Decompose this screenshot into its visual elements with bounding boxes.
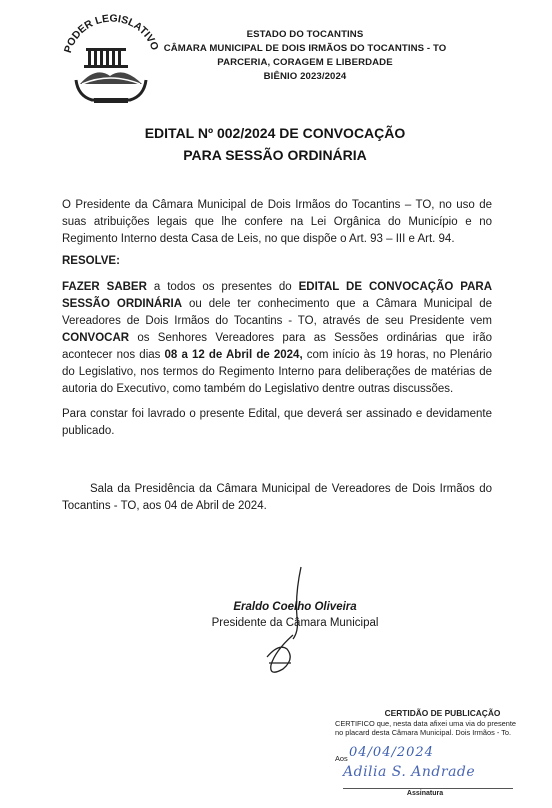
resolve-heading: RESOLVE: bbox=[62, 255, 120, 267]
certificate-line2: no placard desta Câmara Municipal. Dois Irmãos - To. bbox=[335, 728, 512, 737]
signer-role: Presidente da Câmara Municipal bbox=[211, 617, 379, 629]
certificate-signature-label: Assinatura bbox=[406, 790, 444, 797]
certificate-signer-handwriting: Adilia S. Andrade bbox=[343, 764, 476, 780]
convocar-text: CONVOCAR bbox=[62, 332, 130, 344]
edital-name-text: EDITAL DE CONVOCAÇÃO PARA SESSÃO ORDINÁRIA bbox=[62, 281, 493, 310]
letterhead-motto: PARCERIA, CORAGEM E LIBERDADE bbox=[217, 57, 393, 68]
letterhead bbox=[150, 28, 460, 84]
edital-title-line2: PARA SESSÃO ORDINÁRIA bbox=[183, 147, 367, 163]
convocation-text-d: com início às 19 horas, no Plenário do Legislativo, nos termos do Regimento Interno para deliberações de matérias de autoria do Executivo, como também do Legislativo dentre outras discussões. bbox=[62, 349, 492, 395]
convocation-text-a: a todos os presentes do bbox=[146, 281, 299, 293]
paragraph-closing: Para constar foi lavrado o presente Edital, que deverá ser assinado e devidamente publicado. bbox=[62, 408, 492, 437]
convocation-text-b: ou dele ter conhecimento que a Câmara Municipal de Vereadores de Dois Irmãos do Tocantins - TO, através de seu Presidente vem bbox=[62, 298, 492, 327]
letterhead-chamber: CÂMARA MUNICIPAL DE DOIS IRMÃOS DO TOCANTINS - TO bbox=[163, 43, 447, 54]
certificate-date: 04/04/2024 bbox=[349, 745, 434, 760]
edital-title-line1: EDITAL Nº 002/2024 DE CONVOCAÇÃO bbox=[144, 125, 406, 141]
letterhead-biennium: BIÊNIO 2023/2024 bbox=[263, 71, 347, 82]
paragraph-place-date: Sala da Presidência da Câmara Municipal de Vereadores de Dois Irmãos do Tocantins - TO, aos 04 de Abril de 2024. bbox=[62, 483, 492, 512]
convocation-text-c: os Senhores Vereadores para as Sessões ordinárias que irão acontecer nos dias bbox=[62, 332, 492, 361]
certificate-line1: CERTIFICO que, nesta data afixei uma via do presente bbox=[335, 719, 517, 728]
publication-certificate bbox=[335, 708, 540, 797]
logo-arc-text: PODER LEGISLATIVO bbox=[61, 14, 161, 55]
certificate-title: CERTIDÃO DE PUBLICAÇÃO bbox=[384, 708, 501, 718]
paragraph-convocation bbox=[62, 279, 492, 398]
fazer-saber-text: FAZER SABER bbox=[62, 281, 147, 293]
signer-name: Eraldo Coelho Oliveira bbox=[233, 601, 357, 613]
legislative-building-emblem-icon bbox=[56, 14, 164, 106]
letterhead-state: ESTADO DO TOCANTINS bbox=[246, 29, 364, 40]
edital-title bbox=[60, 122, 490, 166]
session-dates-text: 08 a 12 de Abril de 2024, bbox=[164, 349, 303, 361]
paragraph-preamble: O Presidente da Câmara Municipal de Dois Irmãos do Tocantins – TO, no uso de suas atribuições legais que lhe confere na Lei Orgânica do Município e no Regimento Interno desta Casa de Leis, no que dispõe o Art. 93 – III e Art. 94. bbox=[62, 199, 492, 245]
certificate-aos-label: Aos bbox=[335, 754, 348, 763]
